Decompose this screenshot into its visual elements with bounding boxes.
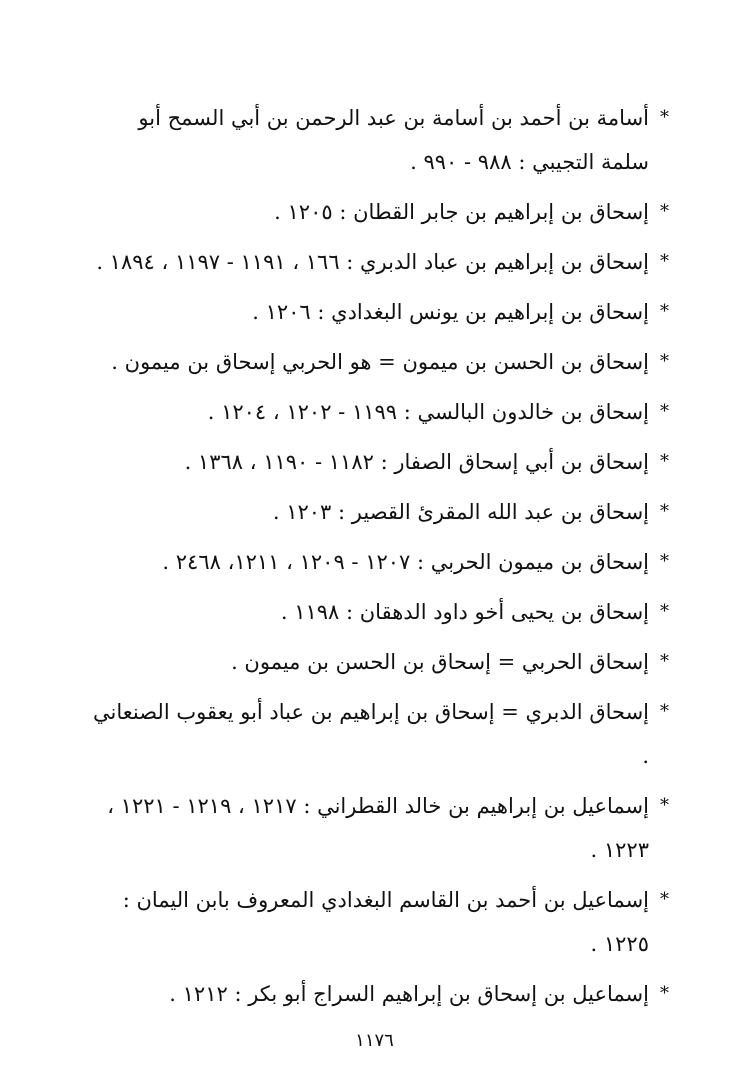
index-entry [90, 440, 669, 484]
bullet-star-icon: * [660, 795, 669, 816]
bullet-star-icon: * [660, 251, 669, 272]
bullet-star-icon: * [660, 201, 669, 222]
entry-text: إسحاق الحربي = إسحاق بن الحسن بن ميمون . [231, 650, 649, 674]
bullet-star-icon: * [660, 983, 669, 1004]
index-entry [90, 190, 669, 234]
entry-text: إسحاق بن إبراهيم بن عباد الدبري : ١٦٦ ، ١١٩١ - ١١٩٧ ، ١٨٩٤ . [96, 250, 649, 274]
entry-text: إسحاق بن ميمون الحربي : ١٢٠٧ - ١٢٠٩ ، ١٢١١، ٢٤٦٨ . [162, 550, 649, 574]
bullet-star-icon: * [660, 401, 669, 422]
index-entry [90, 590, 669, 634]
index-entry [90, 690, 669, 778]
entry-text: إسحاق بن إبراهيم بن يونس البغدادي : ١٢٠٦ . [252, 300, 649, 324]
entry-text: إسماعيل بن أحمد بن القاسم البغدادي المعروف بابن اليمان : ١٢٢٥ . [122, 888, 649, 956]
bullet-star-icon: * [660, 451, 669, 472]
bullet-star-icon: * [660, 701, 669, 722]
bullet-star-icon: * [660, 889, 669, 910]
entry-text: إسحاق بن عبد الله المقرئ القصير : ١٢٠٣ . [272, 500, 649, 524]
entry-text: أسامة بن أحمد بن أسامة بن عبد الرحمن بن أبي السمح أبو سلمة التجيبي : ٩٨٨ - ٩٩٠ . [138, 106, 649, 174]
index-entry [90, 240, 669, 284]
index-entry [90, 540, 669, 584]
entry-text: إسماعيل بن إسحاق بن إبراهيم السراج أبو بكر : ١٢١٢ . [169, 982, 649, 1006]
bullet-star-icon: * [660, 301, 669, 322]
bullet-star-icon: * [660, 651, 669, 672]
index-entry [90, 784, 669, 872]
bullet-star-icon: * [660, 107, 669, 128]
entry-text: إسحاق بن الحسن بن ميمون = هو الحربي إسحاق بن ميمون . [111, 350, 649, 374]
index-entries [90, 96, 669, 1022]
entry-text: إسحاق بن يحيى أخو داود الدهقان : ١١٩٨ . [280, 600, 649, 624]
page-number: ١١٧٦ [355, 1030, 394, 1051]
index-entry [90, 640, 669, 684]
index-entry [90, 290, 669, 334]
index-entry [90, 96, 669, 184]
bullet-star-icon: * [660, 601, 669, 622]
bullet-star-icon: * [660, 501, 669, 522]
bullet-star-icon: * [660, 551, 669, 572]
index-entry [90, 878, 669, 966]
entry-text: إسحاق الدبري = إسحاق بن إبراهيم بن عباد أبو يعقوب الصنعاني . [93, 700, 649, 768]
entry-text: إسحاق بن إبراهيم بن جابر القطان : ١٢٠٥ . [274, 200, 649, 224]
entry-text: إسحاق بن أبي إسحاق الصفار : ١١٨٢ - ١١٩٠ ، ١٣٦٨ . [184, 450, 649, 474]
entry-text: إسماعيل بن إبراهيم بن خالد القطراني : ١٢١٧ ، ١٢١٩ - ١٢٢١ ، ١٢٢٣ . [107, 794, 649, 862]
index-entry [90, 490, 669, 534]
index-entry [90, 340, 669, 384]
index-entry [90, 972, 669, 1016]
index-entry [90, 390, 669, 434]
bullet-star-icon: * [660, 351, 669, 372]
entry-text: إسحاق بن خالدون البالسي : ١١٩٩ - ١٢٠٢ ، ١٢٠٤ . [207, 400, 649, 424]
